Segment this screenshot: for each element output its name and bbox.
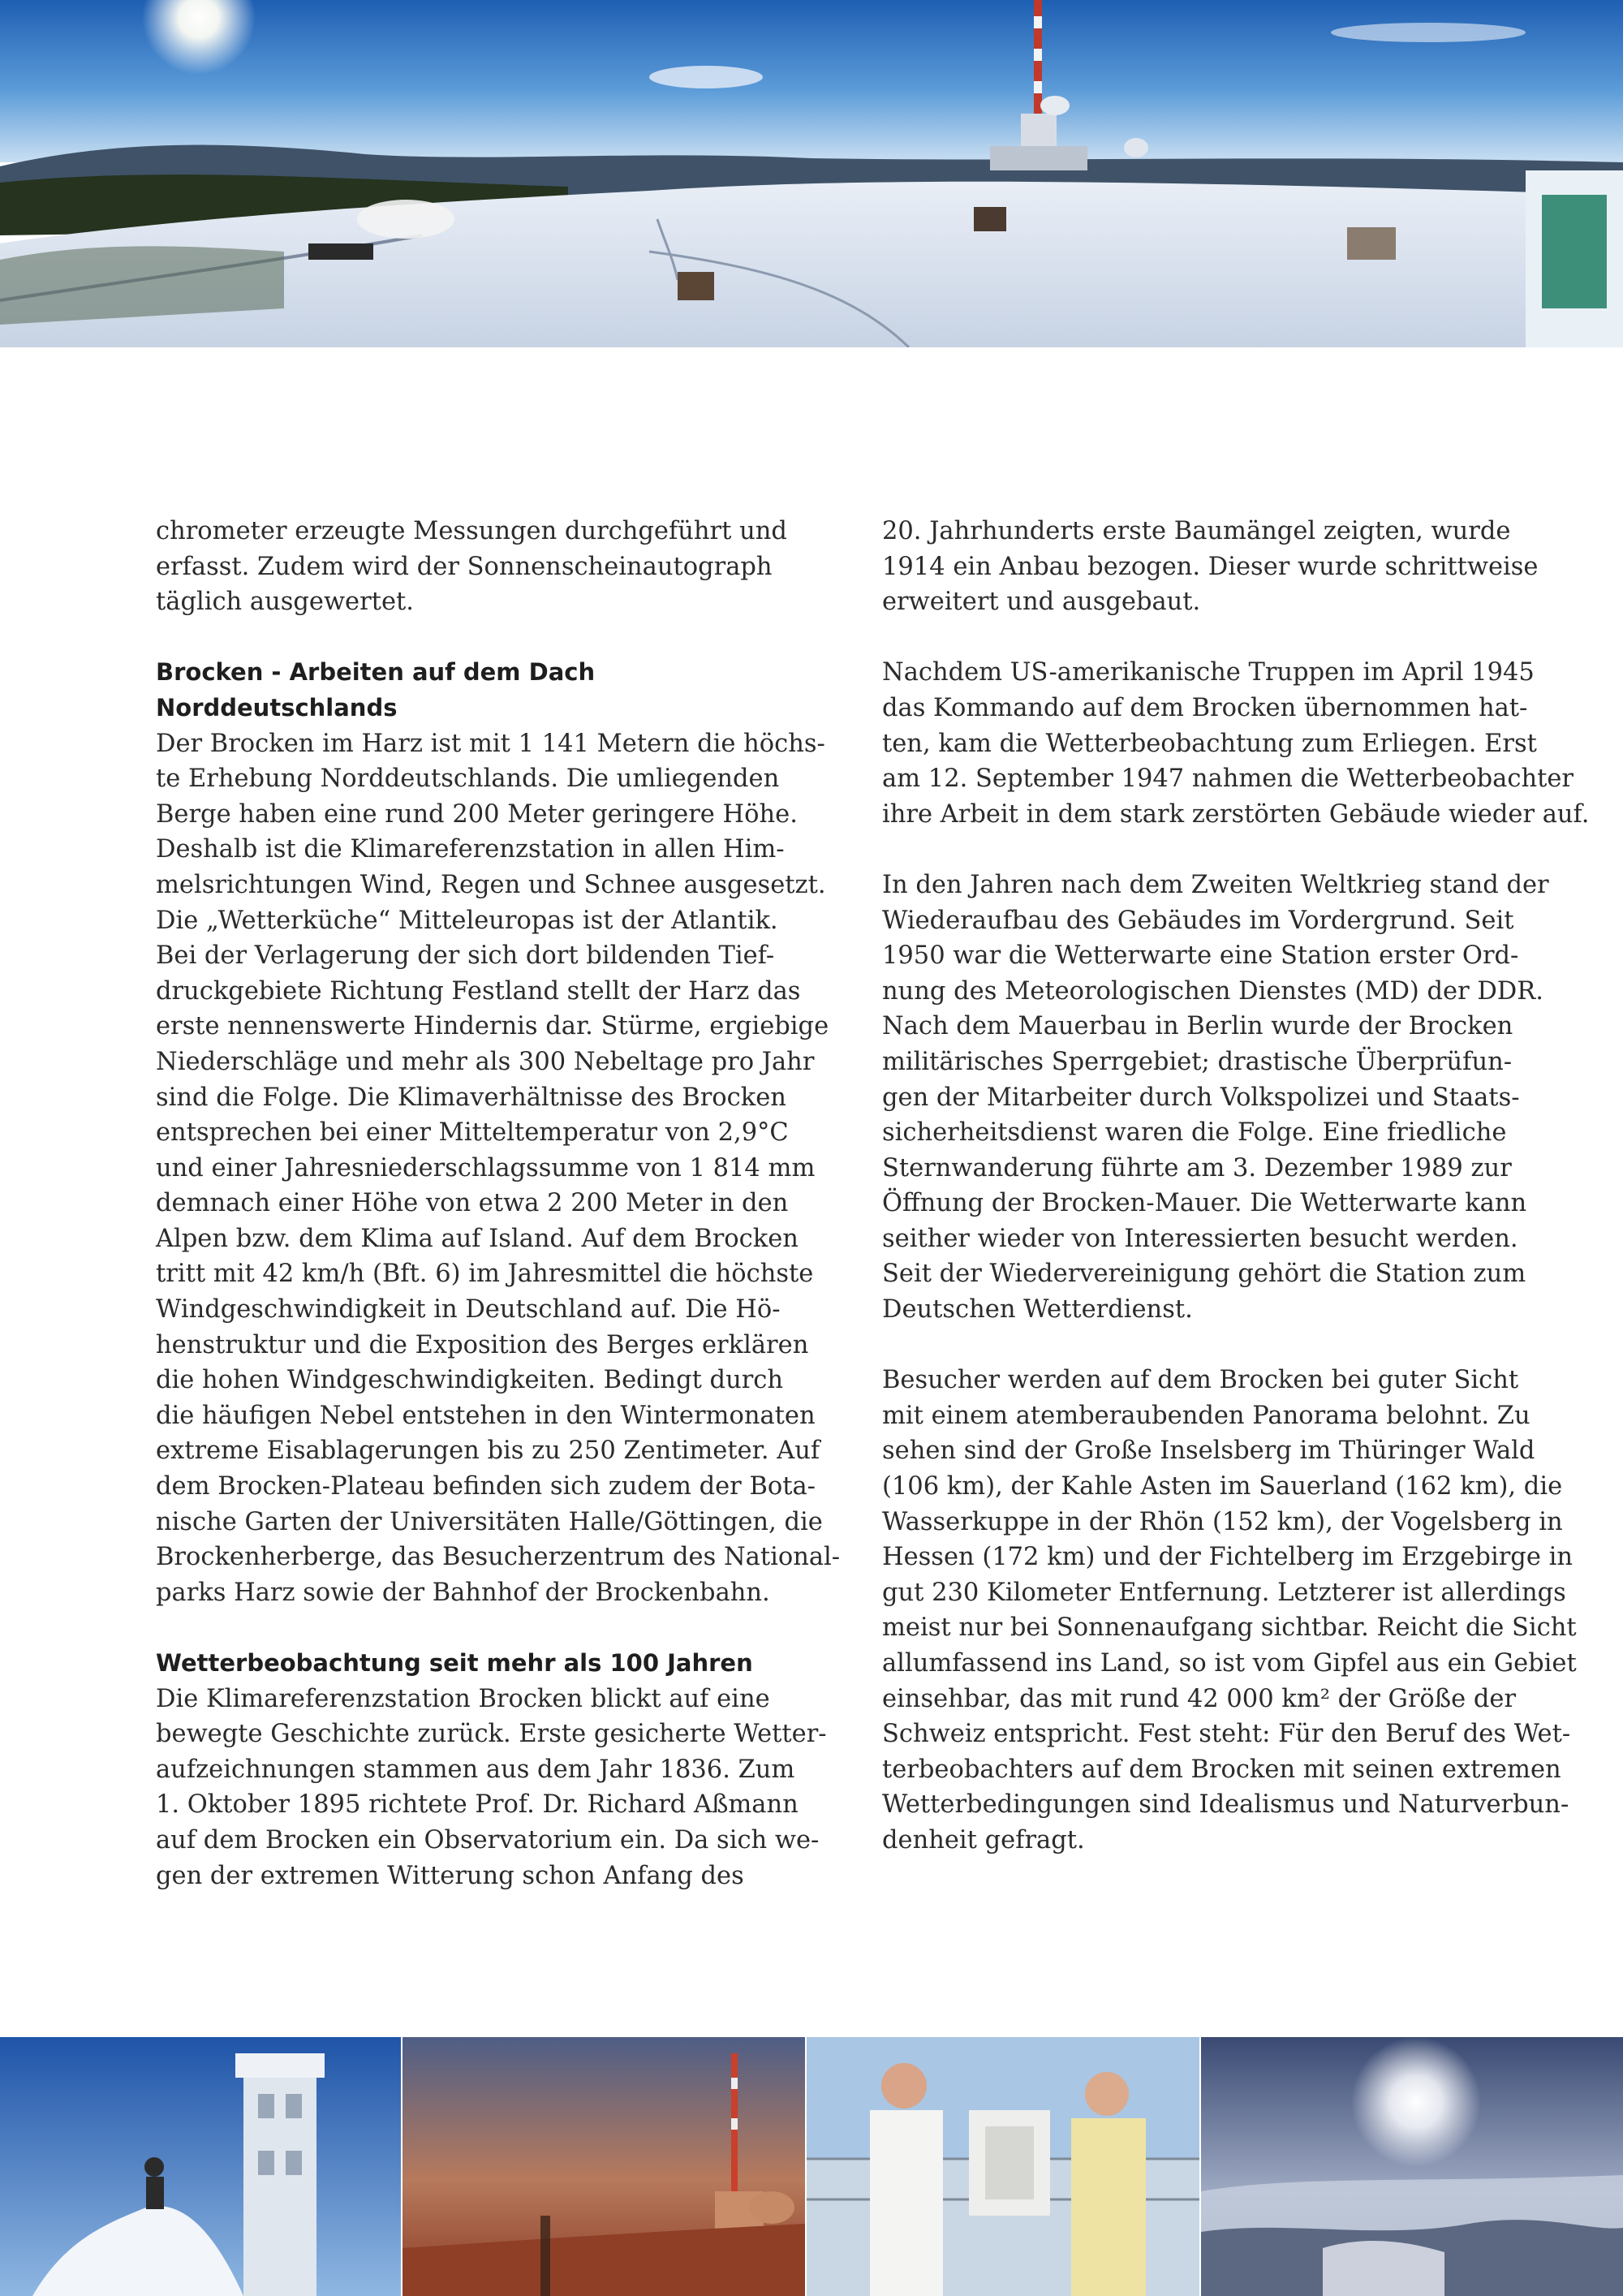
text-line: Sternwanderung führte am 3. Dezember 1989 zur xyxy=(882,1153,1512,1182)
tower xyxy=(243,2053,316,2296)
paragraph-gdr-era xyxy=(882,868,1556,1328)
text-line: einsehbar, das mit rund 42 000 km² der Größe der xyxy=(882,1684,1517,1713)
text-line: (106 km), der Kahle Asten im Sauerland (162 km), die xyxy=(882,1472,1563,1501)
text-line: demnach einer Höhe von etwa 2 200 Meter in den xyxy=(156,1189,789,1218)
photo-transmitter-dusk xyxy=(403,2037,805,2296)
text-line: Hessen (172 km) und der Fichtelberg im Erzgebirge in xyxy=(882,1543,1573,1572)
text-line: sehen sind der Große Inselsberg im Thüringer Wald xyxy=(882,1437,1535,1466)
text-line: Die Klimareferenzstation Brocken blickt auf eine xyxy=(156,1684,770,1713)
text-line: Besucher werden auf dem Brocken bei guter Sicht xyxy=(882,1366,1519,1395)
text-line: Die „Wetterküche“ Mitteleuropas ist der Atlantik. xyxy=(156,906,778,935)
intro-paragraph xyxy=(156,514,829,620)
photo-icy-tower xyxy=(0,2037,401,2296)
paragraph-panorama-view xyxy=(882,1363,1577,1858)
text-line: 1. Oktober 1895 richtete Prof. Dr. Richard Aßmann xyxy=(156,1790,799,1820)
text-line: Brockenherberge, das Besucherzentrum des National- xyxy=(156,1543,841,1572)
text-line: militärisches Sperrgebiet; drastische Überprüfun- xyxy=(882,1047,1513,1076)
text-line: Windgeschwindigkeit in Deutschland auf. Die Hö- xyxy=(156,1295,781,1325)
text-line: Wiederaufbau des Gebäudes im Vordergrund. Seit xyxy=(882,906,1514,935)
text-line: sicherheitsdienst waren die Folge. Eine friedliche xyxy=(882,1118,1507,1148)
text-line: Deshalb ist die Klimareferenzstation in allen Him- xyxy=(156,835,785,864)
text-line: nische Garten der Universitäten Halle/Göttingen, die xyxy=(156,1507,823,1536)
text-line: terbeobachters auf dem Brocken mit seinen extremen xyxy=(882,1755,1561,1784)
text-line: Berge haben eine rund 200 Meter geringere Höhe. xyxy=(156,799,798,829)
text-line: nung des Meteorologischen Dienstes (MD) der DDR. xyxy=(882,976,1543,1006)
text-line: chrometer erzeugte Messungen durchgeführt und xyxy=(156,517,787,545)
steam-train xyxy=(308,243,373,260)
panorama-photo xyxy=(0,0,1623,347)
text-line: bewegte Geschichte zurück. Erste gesicherte Wetter- xyxy=(156,1720,827,1749)
text-line: seither wieder von Interessierten besucht werden. xyxy=(882,1224,1518,1253)
photo-sun-clouds xyxy=(1201,2037,1623,2296)
text-line: Öffnung der Brocken-Mauer. Die Wetterwarte kann xyxy=(882,1189,1527,1218)
text-line: Seit der Wiedervereinigung gehört die Station zum xyxy=(882,1260,1526,1289)
text-line: gen der Mitarbeiter durch Volkspolizei und Staats- xyxy=(882,1083,1520,1112)
text-line: Nach dem Mauerbau in Berlin wurde der Brocken xyxy=(882,1012,1513,1041)
text-line: melsrichtungen Wind, Regen und Schnee ausgesetzt. xyxy=(156,870,826,899)
section-paragraph-history xyxy=(156,1682,829,1894)
text-line: die hohen Windgeschwindigkeiten. Bedingt durch xyxy=(156,1366,784,1395)
sun xyxy=(1351,2037,1481,2167)
text-line: Deutschen Wetterdienst. xyxy=(882,1295,1193,1325)
text-line: Wetterbedingungen sind Idealismus und Naturverbun- xyxy=(882,1790,1569,1820)
text-line: Alpen bzw. dem Klima auf Island. Auf dem Brocken xyxy=(156,1224,799,1253)
section-heading-brocken: Brocken - Arbeiten auf dem Dach Norddeutschlands xyxy=(156,658,596,722)
person-right xyxy=(1071,2118,1146,2296)
person-left xyxy=(870,2110,943,2296)
text-line: mit einem atemberaubenden Panorama belohnt. Zu xyxy=(882,1401,1530,1430)
text-line: erste nennenswerte Hindernis dar. Stürme, ergiebige xyxy=(156,1012,829,1041)
text-line: und einer Jahresniederschlagssumme von 1 814 mm xyxy=(156,1153,816,1182)
photo-strip xyxy=(0,2037,1623,2296)
text-line: Niederschläge und mehr als 300 Nebeltage pro Jahr xyxy=(156,1047,815,1076)
paragraph-extension xyxy=(882,514,1556,620)
text-line: tritt mit 42 km/h (Bft. 6) im Jahresmittel die höchste xyxy=(156,1260,814,1289)
text-line: In den Jahren nach dem Zweiten Weltkrieg stand der xyxy=(882,870,1549,899)
text-line: allumfassend ins Land, so ist vom Gipfel aus ein Gebiet xyxy=(882,1649,1577,1678)
text-line: ten, kam die Wetterbeobachtung zum Erliegen. Erst xyxy=(882,729,1537,758)
text-line: sind die Folge. Die Klimaverhältnisse des Brocken xyxy=(156,1083,786,1112)
text-line: am 12. September 1947 nahmen die Wetterbeobachter xyxy=(882,765,1573,794)
panorama-illustration xyxy=(0,0,1623,347)
section-heading-history: Wetterbeobachtung seit mehr als 100 Jahren xyxy=(156,1649,753,1677)
text-line: auf dem Brocken ein Observatorium ein. Da sich we- xyxy=(156,1825,820,1854)
text-line: Der Brocken im Harz ist mit 1 141 Metern die höchs- xyxy=(156,729,825,758)
right-column xyxy=(882,514,1590,1859)
text-line: dem Brocken-Plateau befinden sich zudem der Bota- xyxy=(156,1472,816,1501)
text-line: täglich ausgewertet. xyxy=(156,588,414,617)
text-line: das Kommando auf dem Brocken übernommen hat- xyxy=(882,693,1528,722)
text-line: gut 230 Kilometer Entfernung. Letzterer ist allerdings xyxy=(882,1578,1566,1607)
text-line: 20. Jahrhunderts erste Baumängel zeigten, wurde xyxy=(882,517,1511,545)
text-line: henstruktur und die Exposition des Berges erklären xyxy=(156,1330,809,1359)
text-line: aufzeichnungen stammen aus dem Jahr 1836. Zum xyxy=(156,1755,795,1784)
text-line: Nachdem US-amerikanische Truppen im April 1945 xyxy=(882,658,1535,687)
text-line: 1950 war die Wetterwarte eine Station erster Ord- xyxy=(882,941,1519,971)
text-line: meist nur bei Sonnenaufgang sichtbar. Reicht die Sicht xyxy=(882,1613,1577,1643)
text-line: Wasserkuppe in der Rhön (152 km), der Vogelsberg in xyxy=(882,1507,1563,1536)
text-line: denheit gefragt. xyxy=(882,1825,1085,1854)
text-line: te Erhebung Norddeutschlands. Die umliegenden xyxy=(156,765,780,794)
text-line: gen der extremen Witterung schon Anfang des xyxy=(156,1861,744,1890)
text-line: erfasst. Zudem wird der Sonnenscheinautograph xyxy=(156,552,773,581)
text-line: die häufigen Nebel entstehen in den Wintermonaten xyxy=(156,1401,816,1430)
text-line: parks Harz sowie der Bahnhof der Brockenbahn. xyxy=(156,1578,770,1607)
left-column xyxy=(156,514,841,1893)
text-line: druckgebiete Richtung Festland stellt der Harz das xyxy=(156,976,801,1006)
paragraph-postwar xyxy=(882,655,1590,832)
text-line: entsprechen bei einer Mitteltemperatur von 2,9°C xyxy=(156,1118,789,1148)
photo-meteorologists xyxy=(807,2037,1199,2296)
text-line: extreme Eisablagerungen bis zu 250 Zentimeter. Auf xyxy=(156,1437,820,1466)
text-line: erweitert und ausgebaut. xyxy=(882,588,1201,617)
text-line: Schweiz entspricht. Fest steht: Für den Beruf des Wet- xyxy=(882,1720,1571,1749)
section-paragraph-brocken xyxy=(156,726,841,1611)
text-line: 1914 ein Anbau bezogen. Dieser wurde schrittweise xyxy=(882,552,1539,581)
text-line: Bei der Verlagerung der sich dort bildenden Tief- xyxy=(156,941,775,971)
text-line: ihre Arbeit in dem stark zerstörten Gebäude wieder auf. xyxy=(882,799,1590,829)
